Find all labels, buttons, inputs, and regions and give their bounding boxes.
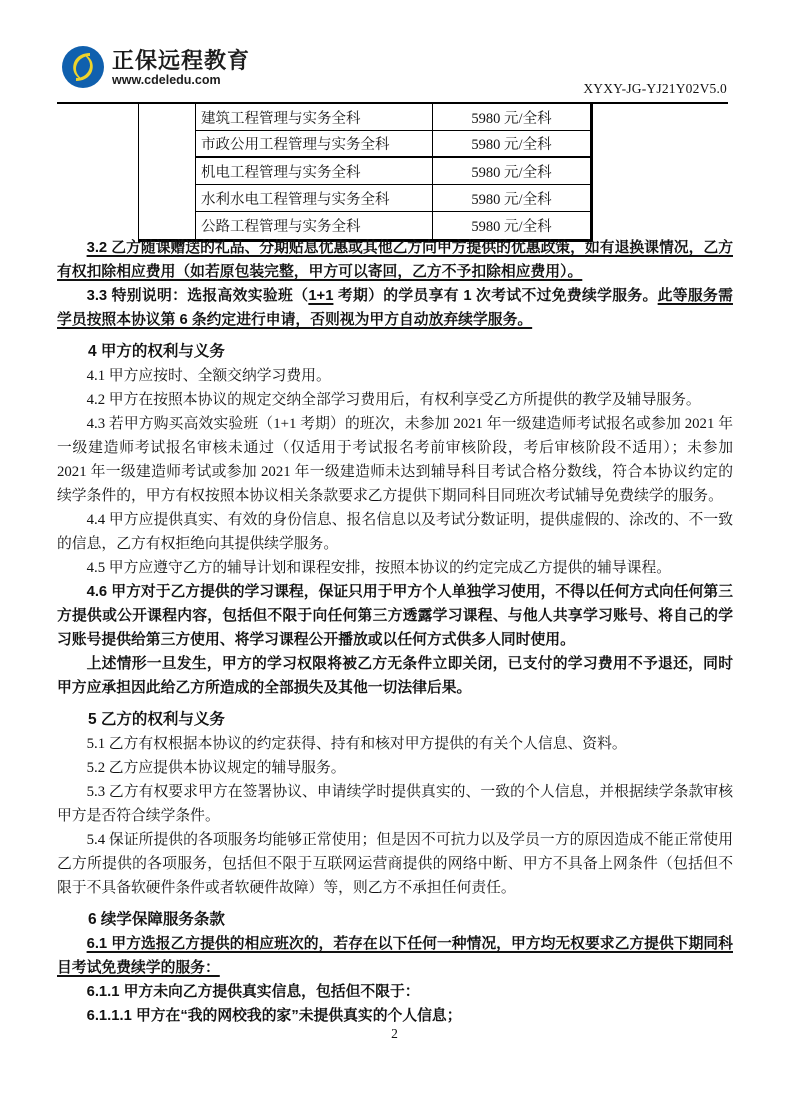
- clause-paragraph: [57, 236, 733, 284]
- text-segment: 3.3 特别说明：选报高效实验班（: [86, 288, 309, 304]
- course-cell: 市政公用工程管理与实务全科: [196, 131, 432, 158]
- price-cell: 5980 元/全科: [432, 212, 590, 239]
- text-segment: 6 续学保障服务条款: [88, 911, 225, 928]
- page-number: 2: [391, 1026, 398, 1041]
- price-table: [138, 104, 593, 242]
- price-cell: 5980 元/全科: [432, 158, 590, 185]
- text-segment: 5 乙方的权利与义务: [88, 711, 225, 728]
- brand-swirl-icon: [62, 46, 104, 88]
- clause-paragraph: [57, 556, 733, 580]
- brand-text-block: [112, 46, 250, 88]
- text-segment: 4.5 甲方应遵守乙方的辅导计划和课程安排，按照本协议的约定完成乙方提供的辅导课程。: [86, 560, 672, 576]
- price-cell: 5980 元/全科: [432, 131, 590, 158]
- text-segment: 5.4 保证所提供的各项服务均能够正常使用；但是因不可抗力以及学员一方的原因造成不能正常使用乙方所提供的各项服务，包括但不限于互联网运营商提供的网络中断、甲方不具备上网条件（包括但不限于不具备软硬件条件或者软硬件故障）等，则乙方不承担任何责任。: [57, 832, 733, 896]
- course-cell: 水利水电工程管理与实务全科: [196, 185, 432, 212]
- clause-paragraph: [57, 1004, 733, 1028]
- clauses: [57, 236, 733, 1028]
- text-segment: 此等服务需学员按照本协议第 6 条约定进行申请，否则视为甲方自动放弃续学服务。: [57, 288, 733, 328]
- clause-paragraph: [57, 364, 733, 388]
- text-segment: 6.1.1.1 甲方在“我的网校我的家”未提供真实的个人信息；: [86, 1008, 462, 1024]
- text-segment: 3.2 乙方随课赠送的礼品、分期贴息优惠或其他乙方向甲方提供的优惠政策，如有退换课情况，乙方有权扣除相应费用（如若原包装完整，甲方可以寄回，乙方不予扣除相应费用）。: [57, 240, 733, 280]
- text-segment: 4 甲方的权利与义务: [88, 343, 225, 360]
- text-segment: 5.3 乙方有权要求甲方在签署协议、申请续学时提供真实的、一致的个人信息，并根据续学条款审核甲方是否符合续学条件。: [57, 784, 733, 824]
- course-cell: 机电工程管理与实务全科: [196, 158, 432, 185]
- text-segment: 考期）的学员享有 1 次考试不过免费续学服务。: [333, 288, 658, 304]
- document-code: XYXY-JG-YJ21Y02V5.0: [583, 81, 727, 96]
- table-stub-cell: [138, 104, 196, 239]
- clause-paragraph: [57, 780, 733, 828]
- clause-paragraph: [57, 932, 733, 980]
- clause-paragraph: [57, 980, 733, 1004]
- clause-paragraph: [57, 508, 733, 556]
- clause-paragraph: [57, 580, 733, 652]
- clause-paragraph: [57, 388, 733, 412]
- course-cell: 公路工程管理与实务全科: [201, 219, 361, 235]
- header-logo: [62, 46, 250, 88]
- text-segment: 4.2 甲方在按照本协议的规定交纳全部学习费用后，有权利享受乙方所提供的教学及辅导服务。: [86, 392, 701, 408]
- brand-url: www.cdeledu.com: [112, 73, 221, 87]
- text-segment: 6.1.1 甲方未向乙方提供真实信息，包括但不限于：: [86, 984, 420, 1000]
- price-cell: 5980 元/全科: [432, 104, 590, 131]
- text-segment: 1+1: [308, 288, 334, 304]
- text-segment: 4.4 甲方应提供真实、有效的身份信息、报名信息以及考试分数证明，提供虚假的、涂改的、不一致的信息，乙方有权拒绝向其提供续学服务。: [57, 512, 733, 552]
- clause-paragraph: [57, 828, 733, 900]
- course-cell: 建筑工程管理与实务全科: [196, 104, 432, 131]
- clause-paragraph: [57, 732, 733, 756]
- clause-paragraph: [57, 284, 733, 332]
- text-segment: 4.6 甲方对于乙方提供的学习课程，保证只用于甲方个人单独学习使用，不得以任何方式向任何第三方提供或公开课程内容，包括但不限于向任何第三方透露学习课程、与他人共享学习账号、将自己的学习账号提供给第三方使用、将学习课程公开播放或以任何方式供多人同时使用。: [57, 584, 733, 648]
- text-segment: 4.1 甲方应按时、全额交纳学习费用。: [86, 368, 331, 384]
- section-heading: [57, 708, 733, 732]
- text-segment: 上述情形一旦发生，甲方的学习权限将被乙方无条件立即关闭，已支付的学习费用不予退还，同时甲方应承担因此给乙方所造成的全部损失及其他一切法律后果。: [57, 656, 733, 696]
- text-segment: 5.1 乙方有权根据本协议的约定获得、持有和核对甲方提供的有关个人信息、资料。: [86, 736, 627, 752]
- price-cell: 5980 元/全科: [432, 185, 590, 212]
- clause-paragraph: [57, 412, 733, 508]
- section-heading: [57, 340, 733, 364]
- clause-paragraph: [57, 652, 733, 700]
- section-heading: [57, 908, 733, 932]
- text-segment: 5.2 乙方应提供本协议规定的辅导服务。: [86, 760, 346, 776]
- brand-name: 正保远程教育: [112, 48, 251, 73]
- text-segment: 6.1 甲方选报乙方提供的相应班次的，若存在以下任何一种情况，甲方均无权要求乙方提供下期同科目考试免费续学的服务：: [57, 936, 733, 976]
- text-segment: 4.3 若甲方购买高效实验班（1+1 考期）的班次，未参加 2021 年一级建造师考试报名或参加 2021 年一级建造师考试报名审核未通过（仅适用于考试报名考前审核阶段，考后审核阶段不适用）；未参加 2021 年一级建造师考试或参加 2021 年一级建造师未达到辅导科目考试合格分数线，符合本协议约定的续学条件的，甲方有权按照本协议相关条款要求乙方提供下期同科目同班次考试辅导免费续学的服务。: [57, 416, 733, 504]
- clause-paragraph: [57, 756, 733, 780]
